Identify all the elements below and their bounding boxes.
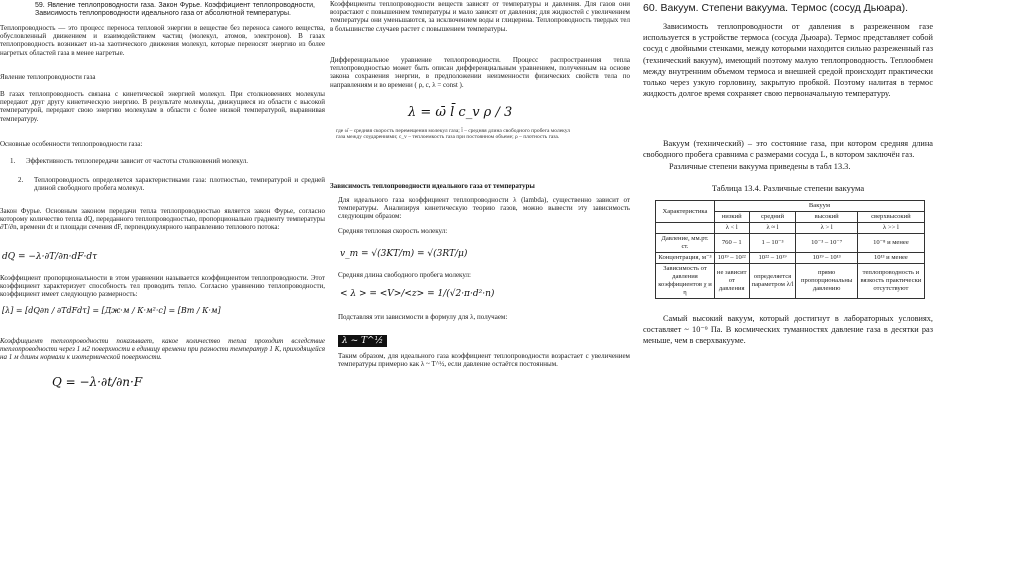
formula-lambda-kinetic: λ = ω̄ l̄ c_v ρ / 3 (408, 105, 513, 120)
table-cell: прямо пропорциональны давлению (796, 264, 857, 299)
section-59-title: 59. Явление теплопроводности газа. Закон Фурье. Коэффициент теплопроводности, Зависимость теплопроводности идеального газа от абсолютной температуры. (35, 2, 315, 18)
heading-features: Основные особенности теплопроводности газа: (0, 140, 143, 148)
formula-box: λ ~ T^½ (338, 335, 387, 347)
label-mean-speed: Средняя тепловая скорость молекул: (338, 227, 448, 235)
table-cell-cond: λ > l (796, 223, 857, 234)
table-caption: Таблица 13.4. Различные степени вакуума (711, 183, 865, 193)
table-cell: 10¹⁹ – 10¹³ (796, 253, 857, 264)
table-header-ultrahigh: сверхвысокий (857, 212, 924, 223)
table-cell: 10¹³ и менее (857, 253, 924, 264)
table-cell: 10⁻³ – 10⁻⁷ (796, 234, 857, 253)
table-cell-cond: λ ≈ l (749, 223, 796, 234)
paragraph-conclusion: Таким образом, для идеального газа коэффициент теплопроводности возрастает с увеличением температуры примерно как λ ~ T^½, если давление остаётся постоянным. (338, 352, 630, 369)
list-item-characteristics: Теплопроводность определяется характеристиками газа: плотностью, температурой и средней длиной свободного пробега молекул. (34, 176, 325, 193)
formula-mean-speed: v_т = √(3KT/m) = √(3RT/μ) (340, 249, 468, 259)
paragraph-fourier-law: Закон Фурье. Основным законом передачи тепла теплопроводностью является закон Фурье, согласно которому количество тепла dQ, переданного теплопроводностью, пропорционально градиенту температуры ∂T/∂n, времени dτ и площади сечения dF, перпендикулярного направлению теплового потока: (0, 207, 325, 232)
table-row (656, 253, 925, 264)
table-cell-cond: λ >> l (857, 223, 924, 234)
column-middle (330, 0, 630, 385)
column-left (0, 0, 325, 430)
list-num-2: 2. (18, 176, 24, 184)
table-cell-label: Давление, мм.рт. ст. (656, 234, 715, 253)
table-header-high: высокий (796, 212, 857, 223)
paragraph-coefficients-dependence: Коэффициенты теплопроводности веществ зависят от температуры и давления. Для газов они возрастают с повышением температуры и мало зависят от давления; для жидкостей с увеличением температуры они уменьшаются, за исключением воды и глицерина. Теплопроводность твердых тел в большинстве случаев растет с повышением температуры. (330, 0, 630, 33)
label-mean-free-path: Средняя длина свободного пробега молекул: (338, 271, 471, 279)
table-cell-label: Концентрация, м⁻³ (656, 253, 715, 264)
formula-fourier: dQ = −λ·∂T/∂n·dF·dτ (2, 252, 98, 262)
table-row (656, 264, 925, 299)
formula-dimension: [λ] = [dQ∂n / ∂TdFdτ] = [Дж·м / К·м²·с] = [Вт / К·м] (2, 306, 221, 315)
table-header-medium: средний (749, 212, 796, 223)
table-cell: 10²² – 10¹⁹ (749, 253, 796, 264)
paragraph-coefficient-meaning: Коэффициент теплопроводности показывает, какое количество тепла проходит вследствие теплопроводности через 1 м2 поверхности в единицу времени при разности температур 1 К, приходящейся на 1 м длины нормали к изотермической поверхности. (0, 337, 325, 362)
heading-gas-conductivity: Явление теплопроводности газа (0, 73, 96, 81)
formula-mean-free-path: < λ > = <V>/<z> = 1/(√2·π·d²·n) (340, 289, 495, 299)
table-cell-empty (656, 223, 715, 234)
paragraph-technical-vacuum: Вакуум (технический) – это состояние газа, при котором средняя длина свободного пробега сравнима с размерами сосуда L, в котором заключён газ. (643, 139, 933, 160)
formula-lambda-temperature (338, 330, 387, 348)
section-60-title: 60. Вакуум. Степени вакуума. Термос (сосуд Дьюара). (643, 2, 909, 14)
list-item-collisions: Эффективность теплопередачи зависит от частоты столкновений молекул. (26, 157, 248, 165)
table-header-vacuum: Вакуум (714, 201, 924, 212)
column-right (643, 0, 933, 360)
table-cell: 760 – 1 (714, 234, 749, 253)
table-cell: 1 – 10⁻³ (749, 234, 796, 253)
list-num-1: 1. (10, 157, 16, 165)
formula-legend: где ω̄ – средняя скорость перемещения молекул газа; l̄ – средняя длина свободного пробега молекул газа между соударениями; c_v – теплоемкость газа при постоянном объеме; ρ – плотность газа. (336, 128, 570, 141)
label-substitution: Подставляя эти зависимости в формулу для λ, получаем: (338, 313, 508, 321)
table-cell: 10¹⁹ – 10²² (714, 253, 749, 264)
table-cell: теплопроводность и вязкость практически отсутствуют (857, 264, 924, 299)
formula-heat-flow: Q = −λ·∂t/∂n·F (52, 375, 143, 389)
paragraph-coefficient: Коэффициент пропорциональности в этом уравнении называется коэффициентом теплопроводности. Этот коэффициент характеризует способность тел проводить тепло. Согласно уравнению теплопроводности, коэффициент имеет следующую размерность: (0, 274, 325, 299)
paragraph-ideal-gas: Для идеального газа коэффициент теплопроводности λ (lambda), существенно зависит от температуры. Анализируя кинетическую теорию газов, можно вывести эту зависимость следующим образом: (338, 196, 630, 221)
paragraph-thermal-conductivity: Теплопроводность — это процесс переноса тепловой энергии в веществе без переноса самого вещества, обусловленный движением и взаимодействием частиц (молекул, атомов, электронов). В газах теплопроводность возникает из-за хаотического движения молекул, которые переносят энергию из более нагретых областей газа в менее нагретые. (0, 24, 325, 57)
table-row (656, 234, 925, 253)
table-cell: 10⁻⁸ и менее (857, 234, 924, 253)
paragraph-differential-equation: Дифференциальное уравнение теплопроводности. Процесс распространения тепла теплопроводностью может быть описан дифференциальным уравнением, полученным на основе закона сохранения энергии, в предположении неизменности физических свойств тела по направлениям и во времени ( ρ, c, λ = const ). (330, 56, 630, 89)
table-header-low: низкий (714, 212, 749, 223)
table-cell: определяется параметром λ/l (749, 264, 796, 299)
vacuum-table (655, 200, 925, 299)
table-cell-label: Зависимость от давления коэффициентов χ и η (656, 264, 715, 299)
paragraph-thermos: Зависимость теплопроводности от давления в разреженном газе используется в устройстве термоса (сосуда Дьюара). Термос представляет собой сосуд с двойными стенками, между которыми находится сильно разреженный газ (технический вакуум), имеющий поэтому малую теплопроводность. Теплообмен между внутренним объемом термоса и внешней средой происходит практически только через узкую горловину, закрытую пробкой. Поэтому налитая в термос жидкость долгое время сохраняет свою первоначальную температуру. (643, 22, 933, 99)
paragraph-gas-kinetic: В газах теплопроводность связана с кинетической энергией молекул. При столкновениях молекулы передают друг другу кинетическую энергию. В результате молекулы, движущиеся из области с высокой температурой, передают свою энергию молекулам в области с более низкой температурой, выравнивая температуру. (0, 90, 325, 123)
heading-ideal-gas-dependence: Зависимость теплопроводности идеального газа от температуры (330, 182, 535, 190)
paragraph-table-ref: Различные степени вакуума приведены в табл 13.3. (669, 162, 851, 171)
table-header-characteristic: Характеристика (656, 201, 715, 223)
paragraph-highest-vacuum: Самый высокий вакуум, который достигнут в лабораторных условиях, составляет ~ 10⁻⁹ Па. В космических туманностях давление газа в десятки раз меньше, чем в сверхвакууме. (643, 314, 933, 346)
table-cell-cond: λ < l (714, 223, 749, 234)
table-cell: не зависит от давления (714, 264, 749, 299)
